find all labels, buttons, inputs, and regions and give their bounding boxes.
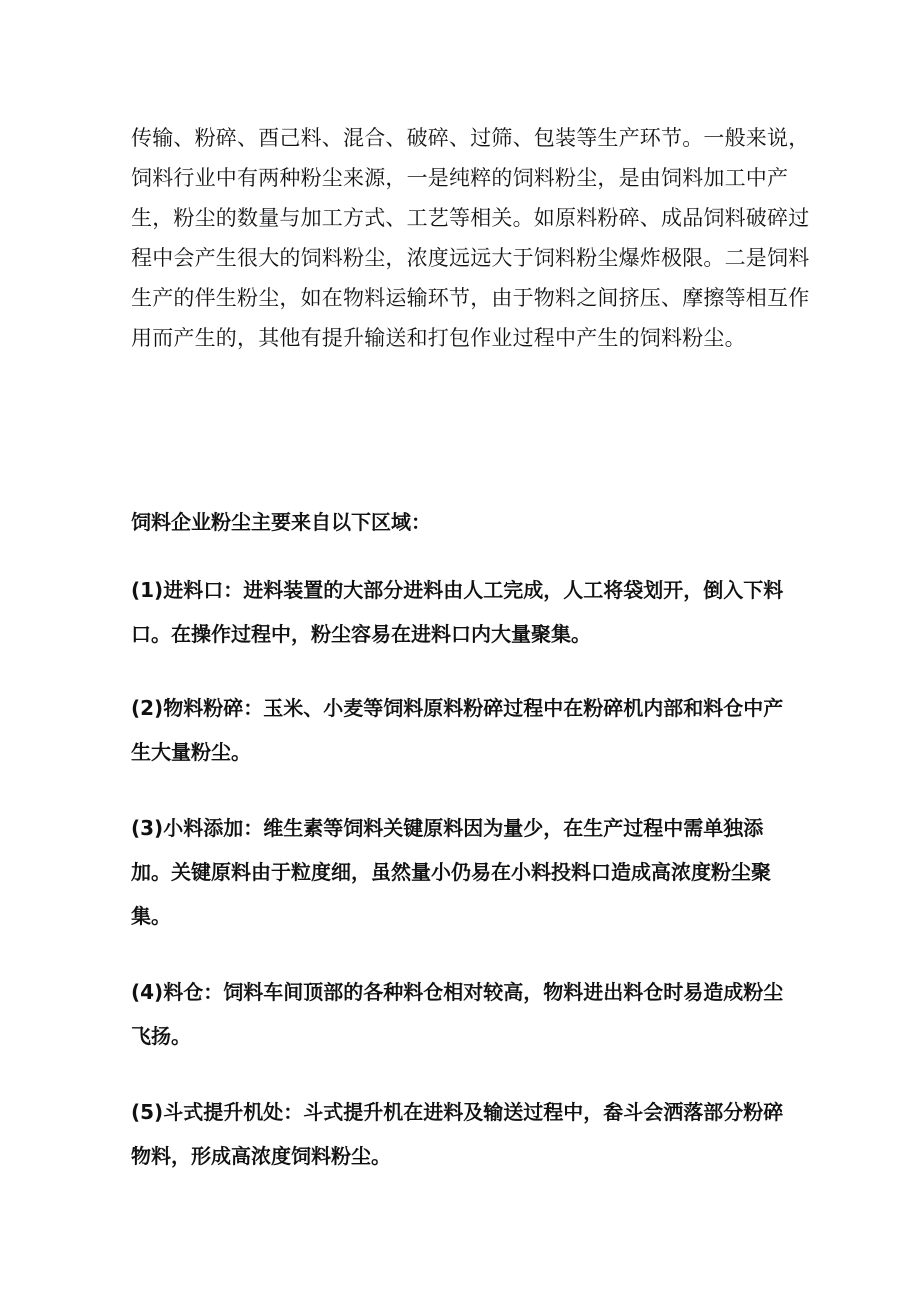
dust-source-item-silo bbox=[131, 970, 801, 1058]
dust-source-item-micro-additives bbox=[131, 806, 801, 938]
item-line: 口。在操作过程中，粉尘容易在进料口内大量聚集。 bbox=[131, 622, 591, 646]
item-line: 生大量粉尘。 bbox=[131, 740, 251, 764]
item-line: 加。关键原料由于粒度细，虽然量小仍易在小料投料口造成高浓度粉尘聚 bbox=[131, 860, 771, 884]
dust-source-item-feed-inlet bbox=[131, 568, 801, 656]
section-heading: 饲料企业粉尘主要来自以下区域： bbox=[131, 510, 431, 534]
dust-source-item-bucket-elevator bbox=[131, 1090, 801, 1178]
intro-line: 生，粉尘的数量与加工方式、工艺等相关。如原料粉碎、成品饲料破碎过 bbox=[131, 206, 810, 230]
intro-line: 用而产生的，其他有提升输送和打包作业过程中产生的饲料粉尘。 bbox=[131, 326, 746, 350]
item-line: (3)小料添加：维生素等饲料关键原料因为量少，在生产过程中需单独添 bbox=[131, 816, 764, 840]
item-line: 物料，形成高浓度饲料粉尘。 bbox=[131, 1144, 391, 1168]
item-line: 飞扬。 bbox=[131, 1024, 191, 1048]
item-line: (2)物料粉碎：玉米、小麦等饲料原料粉碎过程中在粉碎机内部和料仓中产 bbox=[131, 696, 784, 720]
intro-paragraph bbox=[131, 118, 810, 358]
intro-line: 饲料行业中有两种粉尘来源，一是纯粹的饲料粉尘，是由饲料加工中产 bbox=[131, 166, 789, 190]
item-line: 集。 bbox=[131, 904, 171, 928]
dust-source-item-crushing bbox=[131, 686, 801, 774]
item-line: (5)斗式提升机处：斗式提升机在进料及输送过程中，畚斗会洒落部分粉碎 bbox=[131, 1100, 784, 1124]
intro-line: 程中会产生很大的饲料粉尘，浓度远远大于饲料粉尘爆炸极限。二是饲料 bbox=[131, 246, 810, 270]
intro-line: 生产的伴生粉尘，如在物料运输环节，由于物料之间挤压、摩擦等相互作 bbox=[131, 286, 810, 310]
item-line: (1)进料口：进料装置的大部分进料由人工完成，人工将袋划开，倒入下料 bbox=[131, 578, 784, 602]
intro-line: 传输、粉碎、酉己料、混合、破碎、过筛、包装等生产环节。一般来说， bbox=[131, 126, 810, 150]
item-line: (4)料仓：饲料车间顶部的各种料仓相对较高，物料进出料仓时易造成粉尘 bbox=[131, 980, 784, 1004]
